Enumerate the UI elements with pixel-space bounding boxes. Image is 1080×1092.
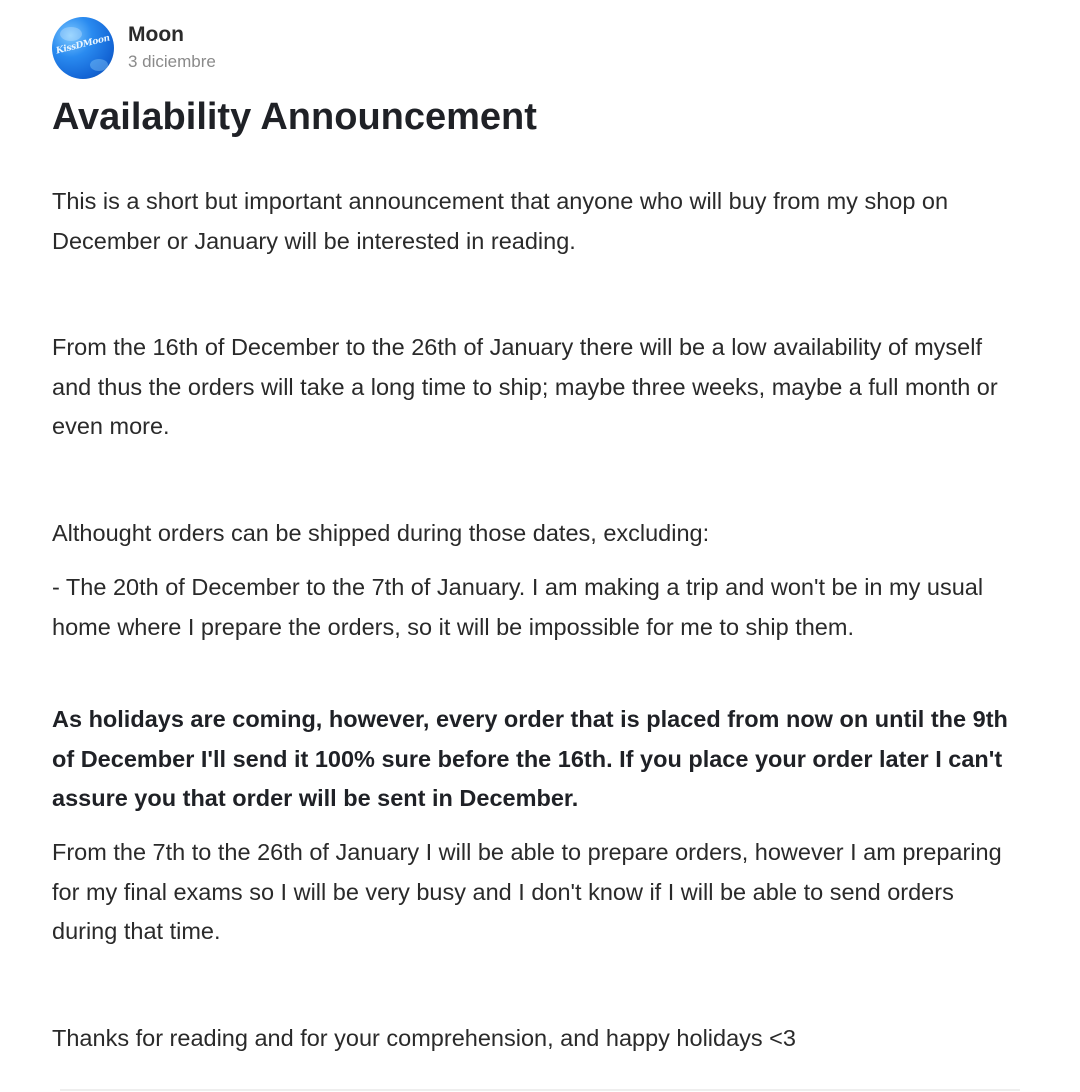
paragraph-holiday-deadline: As holidays are coming, however, every order that is placed from now on until the 9th of December I'll send it 100% sure before the 16th. If you place your order later I can't assure you that order will be sent in December. bbox=[52, 706, 1008, 811]
paragraph-exams: From the 7th to the 26th of January I will be able to prepare orders, however I am preparing for my final exams so I will be very busy and I don't know if I will be able to send orders during that time. bbox=[52, 839, 1002, 944]
avatar[interactable] bbox=[52, 17, 114, 79]
paragraph-trip-exclusion: - The 20th of December to the 7th of January. I am making a trip and won't be in my usual home where I prepare the orders, so it will be impossible for me to ship them. bbox=[52, 574, 984, 640]
post-date: 3 diciembre bbox=[128, 52, 216, 71]
author-header bbox=[52, 17, 216, 81]
post-title: Availability Announcement bbox=[52, 96, 537, 138]
paragraph-intro: This is a short but important announcement that anyone who will buy from my shop on December or January will be interested in reading. bbox=[52, 188, 949, 254]
paragraph-shipping-dates: Althought orders can be shipped during those dates, excluding: bbox=[52, 520, 710, 546]
divider bbox=[60, 1089, 1020, 1091]
paragraph-thanks: Thanks for reading and for your comprehension, and happy holidays <3 bbox=[52, 1025, 796, 1051]
avatar-logo-text: KissDMoon bbox=[55, 33, 111, 57]
author-meta bbox=[128, 17, 216, 73]
paragraph-low-availability: From the 16th of December to the 26th of January there will be a low availability of myself and thus the orders will take a long time to ship; maybe three weeks, maybe a full month or even more. bbox=[52, 334, 998, 439]
author-name[interactable]: Moon bbox=[128, 23, 184, 46]
